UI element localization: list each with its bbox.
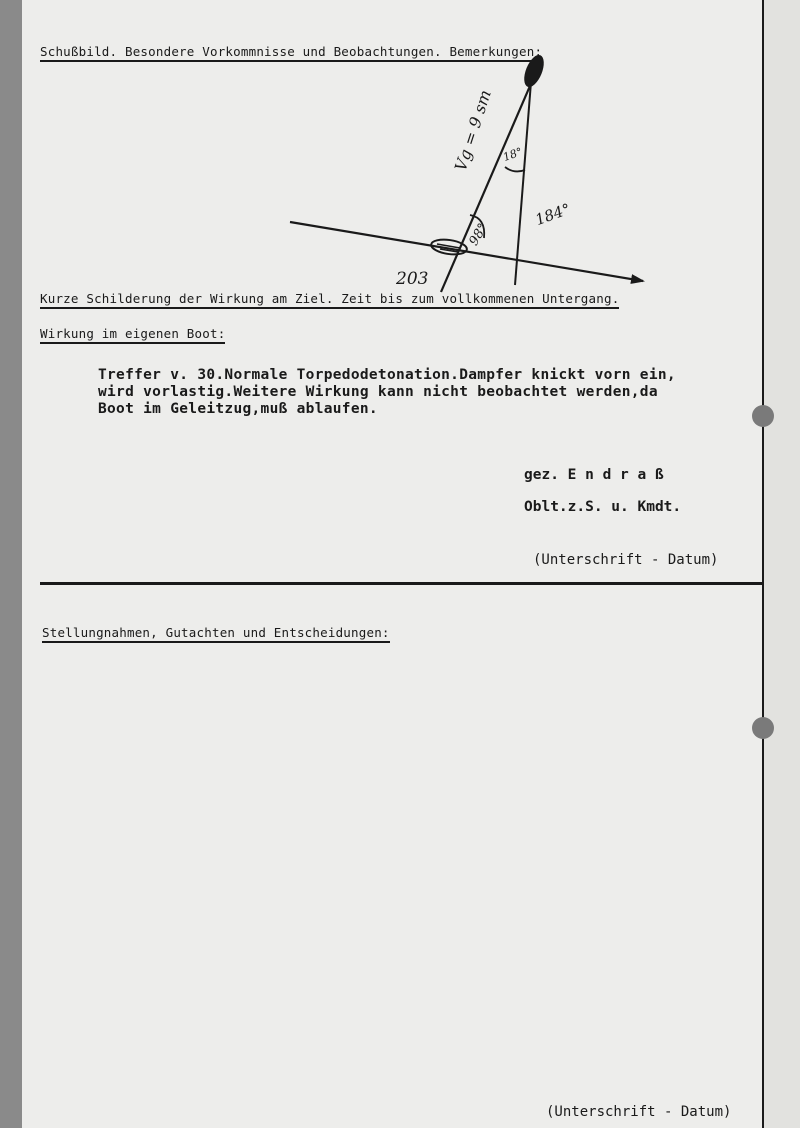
course-label-203: 203 — [396, 269, 429, 289]
section-heading-shot-diagram: Schußbild. Besondere Vorkommnisse und Beobachtungen. Bemerkungen: — [40, 44, 542, 62]
report-line: wird vorlastig.Weitere Wirkung kann nicht beobachtet werden,da — [98, 384, 658, 400]
angle-label-98: 98° — [466, 220, 492, 249]
report-line: Boot im Geleitzug,muß ablaufen. — [98, 401, 378, 417]
report-text — [98, 367, 758, 418]
speed-label: Vg = 9 sm — [450, 87, 495, 174]
signature-date-caption-bottom: (Unterschrift - Datum) — [546, 1104, 732, 1120]
section-heading-own-boat: Wirkung im eigenen Boot: — [40, 326, 225, 344]
punch-hole-lower — [752, 717, 774, 739]
signature-date-caption: (Unterschrift - Datum) — [533, 552, 719, 568]
torpedo-shot-diagram — [0, 0, 800, 320]
section-divider — [40, 582, 762, 585]
signature-rank: Oblt.z.S. u. Kmdt. — [524, 499, 682, 515]
bearing-label-184: 184° — [532, 199, 573, 230]
section-heading-effect-on-target: Kurze Schilderung der Wirkung am Ziel. Zeit bis zum vollkommenen Untergang. — [40, 291, 619, 309]
angle-label-18: 18° — [501, 145, 525, 164]
uboat-position-mark — [520, 52, 548, 90]
angle-arc-upper — [505, 167, 525, 171]
report-line: Treffer v. 30.Normale Torpedodetonation.Dampfer knickt vorn ein, — [98, 367, 676, 383]
signature-name: gez. E n d r a ß — [524, 467, 664, 483]
section-heading-opinions: Stellungnahmen, Gutachten und Entscheidungen: — [42, 625, 390, 643]
